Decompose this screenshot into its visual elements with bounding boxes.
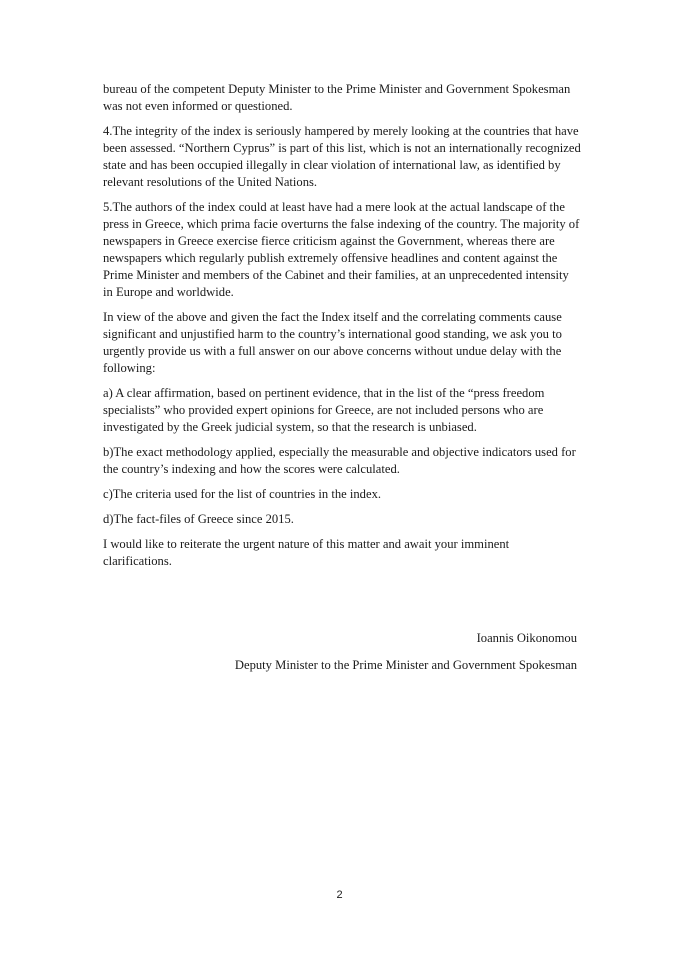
paragraph-item-c: c)The criteria used for the list of countries in the index. bbox=[103, 487, 382, 501]
letter-body bbox=[103, 81, 581, 578]
signatory-title: Deputy Minister to the Prime Minister and Government Spokesman bbox=[234, 658, 577, 672]
page-number: 2 bbox=[336, 889, 343, 901]
paragraph-item-a: a) A clear affirmation, based on pertinent evidence, that in the list of the “press freedom specialists” who provided expert opinions for Greece, are not included persons who are investigated by the Greek judicial system, so that the research is unbiased. bbox=[103, 386, 545, 434]
paragraph-item-d: d)The fact-files of Greece since 2015. bbox=[103, 512, 294, 526]
signature-block bbox=[235, 630, 577, 674]
paragraph-item-b: b)The exact methodology applied, especially the measurable and objective indicators used for the country’s indexing and how the scores were calculated. bbox=[103, 445, 576, 476]
paragraph-continuation: bureau of the competent Deputy Minister to the Prime Minister and Government Spokesman was not even informed or questioned. bbox=[103, 82, 571, 113]
signatory-name: Ioannis Oikonomou bbox=[476, 631, 577, 645]
paragraph-request: In view of the above and given the fact the Index itself and the correlating comments cause significant and unjustified harm to the country’s international good standing, we ask you to urgently provide us with a full answer on our above concerns without undue delay with the following: bbox=[103, 310, 562, 375]
paragraph-point-4: 4.The integrity of the index is seriously hampered by merely looking at the countries that have been assessed. “Northern Cyprus” is part of this list, which is not an internationally recognized state and has been occupied illegally in clear violation of international law, as identified by relevant resolutions of the United Nations. bbox=[103, 124, 581, 189]
paragraph-point-5: 5.The authors of the index could at least have had a mere look at the actual landscape of the press in Greece, which prima facie overturns the false indexing of the country. The majority of newspapers in Greece exercise fierce criticism against the Government, whereas there are newspapers which regularly publish extremely offensive headlines and content against the Prime Minister and members of the Cabinet and their families, at an unprecedented intensity in Europe and worldwide. bbox=[103, 200, 580, 299]
paragraph-closing: I would like to reiterate the urgent nature of this matter and await your imminent clarifications. bbox=[103, 537, 510, 568]
